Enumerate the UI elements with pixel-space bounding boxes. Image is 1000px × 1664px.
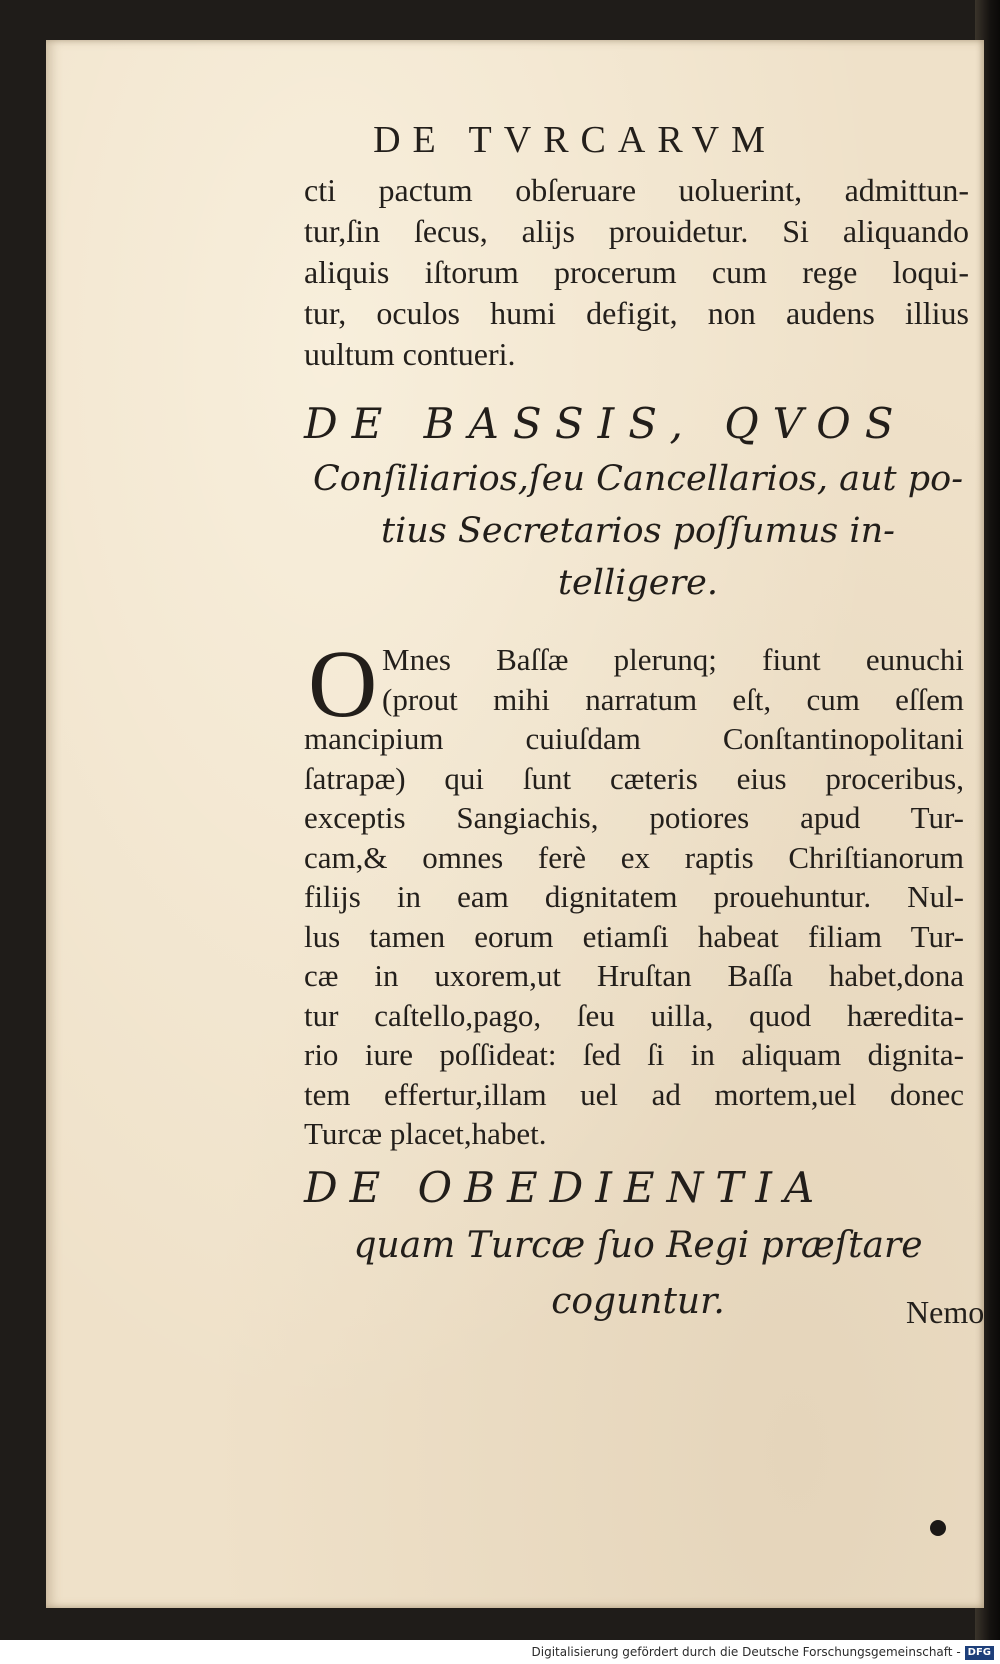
- text-line: cæ in uxorem,ut Hruſtan Baſſa habet,dona: [304, 958, 964, 993]
- digitization-footer: [0, 1640, 1000, 1664]
- drop-capital: O: [308, 630, 378, 737]
- heading-line: DE OBEDIENTIA: [304, 1163, 827, 1212]
- running-head: DE TVRCARVM: [373, 119, 777, 161]
- footer-text: Digitalisierung gefördert durch die Deutsche Forschungsgemeinschaft -: [531, 1645, 961, 1659]
- text-line: tem effertur,illam uel ad mortem,uel donec: [304, 1076, 964, 1112]
- text-line: uultum contueri.: [304, 336, 516, 372]
- body-text-top: [304, 170, 969, 375]
- text-line: cam,& omnes ferè ex raptis Chriſtianorum: [304, 839, 964, 875]
- dfg-logo: DFG: [965, 1646, 994, 1660]
- text-line: aliquis iſtorum procerum cum rege loqui-: [304, 254, 969, 290]
- text-line: Turcæ placet,habet.: [304, 1116, 547, 1151]
- text-line: tur,ſin ſecus, alijs prouidetur. Si aliquando: [304, 213, 969, 249]
- heading-line: Conſiliarios,ſeu Cancellarios, aut po-: [312, 459, 964, 499]
- text-line: ſatrapæ) qui ſunt cæteris eius proceribus,: [304, 760, 964, 796]
- text-line: tur caſtello,pago, ſeu uilla, quod hæredita-: [304, 997, 964, 1033]
- text-line: filijs in eam dignitatem prouehuntur. Nul-: [304, 879, 964, 914]
- section-heading-bassis: [304, 395, 972, 609]
- text-line: mancipium cuiuſdam Conſtantinopolitani: [304, 721, 964, 756]
- heading-line: quam Turcæ ſuo Regi præſtare: [353, 1225, 923, 1266]
- heading-line: DE BASSIS, QVOS: [304, 399, 908, 448]
- book-page: [46, 40, 984, 1608]
- heading-line: coguntur.: [551, 1281, 725, 1322]
- text-line: tur, oculos humi defigit, non audens illius: [304, 295, 969, 331]
- text-line: Mnes Baſſæ plerunq; fiunt eunuchi: [382, 642, 964, 677]
- heading-line: tius Secretarios poſſumus in-: [381, 511, 895, 551]
- text-line: rio iure poſſideat: ſed ſi in aliquam dignita-: [304, 1037, 964, 1072]
- heading-line: telligere.: [557, 563, 719, 603]
- catchword: Nemo: [906, 1294, 985, 1330]
- text-line: lus tamen eorum etiamſi habeat filiam Tur-: [304, 918, 964, 954]
- paragraph-bassis: [304, 630, 964, 1154]
- ink-dot-mark: [930, 1520, 946, 1536]
- text-line: (prout mihi narratum eſt, cum eſſem: [382, 681, 964, 717]
- text-line: cti pactum obſeruare uoluerint, admittun-: [304, 172, 969, 208]
- text-line: exceptis Sangiachis, potiores apud Tur-: [304, 800, 964, 835]
- section-heading-obedientia: [304, 1158, 972, 1330]
